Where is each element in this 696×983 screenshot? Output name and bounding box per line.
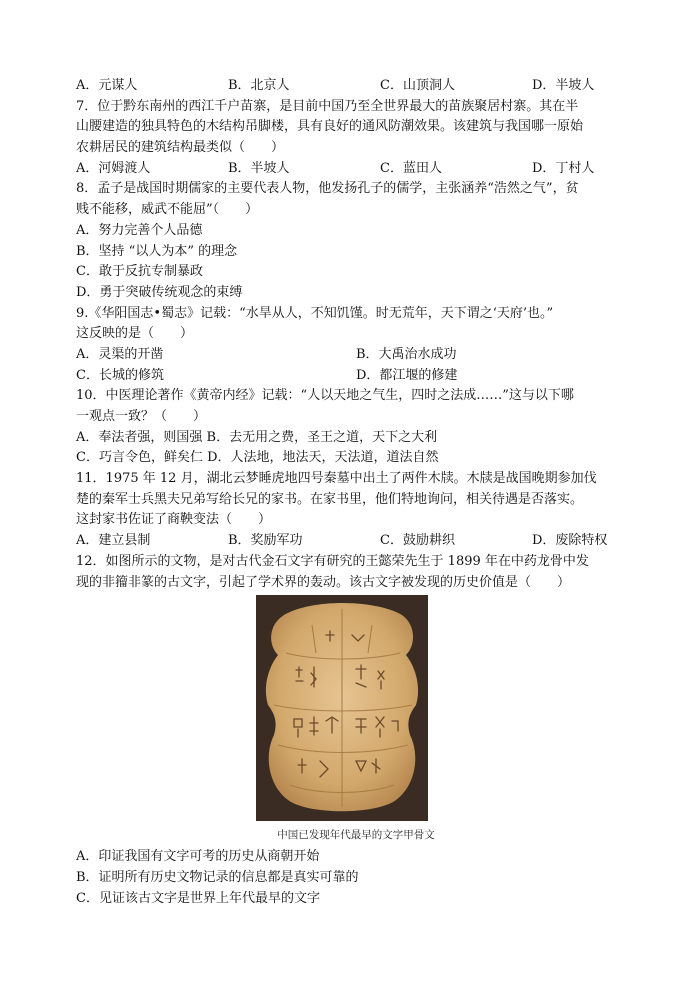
oracle-bone-image	[256, 595, 428, 821]
q8-option-d[interactable]: D．勇于突破传统观念的束缚	[76, 284, 243, 300]
q11-option-d[interactable]: D．废除特权	[532, 533, 608, 549]
q11-option-c[interactable]: C．鼓励耕织	[380, 533, 455, 549]
q11-stem-line-2: 楚的秦军士兵黑夫兄弟写给长兄的家书。在家书里，他们特地询问，相关待遇是否落实。	[76, 491, 584, 507]
q10-stem-line-2: 一观点一致？（ ）	[76, 409, 207, 424]
q9-option-d[interactable]: D．都江堰的修建	[356, 367, 458, 383]
q9-option-a[interactable]: A．灵渠的开凿	[76, 346, 164, 362]
q9-stem-line-2: 这反映的是（ ）	[76, 326, 194, 342]
q11-options	[76, 531, 636, 552]
q8-option-b[interactable]: B．坚持 “以人为本” 的理念	[76, 243, 238, 259]
q6-option-b[interactable]: B．北京人	[228, 78, 290, 93]
q7-option-a[interactable]: A．河姆渡人	[76, 160, 151, 176]
q7-option-b[interactable]: B．半坡人	[228, 160, 290, 176]
turtle-shell-inscription-image	[256, 595, 428, 821]
q8-option-a[interactable]: A．努力完善个人品德	[76, 222, 203, 238]
q11-stem-line-1: 11．1975 年 12 月，湖北云梦睡虎地四号秦墓中出土了两件木牍。木牍是战国晚期参加伐	[76, 471, 597, 487]
q11-option-a[interactable]: A．建立县制	[76, 533, 151, 549]
q11-option-b[interactable]: B．奖励军功	[228, 533, 303, 549]
q8-stem-line-1: 8．孟子是战国时期儒家的主要代表人物，他发扬孔子的儒学，主张涵养“浩然之气”，贫	[76, 181, 579, 197]
q7-stem-line-2: 山腰建造的独具特色的木结构吊脚楼，具有良好的通风防潮效果。该建筑与我国哪一原始	[76, 119, 584, 135]
q10-stem-line-1: 10．中医理论著作《黄帝内经》记载：“人以天地之气生，四时之法成……”这与以下哪	[76, 388, 574, 404]
q6-option-a[interactable]: A．元谋人	[76, 78, 138, 93]
q12-option-a[interactable]: A．印证我国有文字可考的历史从商朝开始	[76, 849, 320, 865]
q8-option-c[interactable]: C．敢于反抗专制暴政	[76, 264, 203, 280]
q8-stem-line-2: 贱不能移，威武不能屈”（ ）	[76, 202, 259, 218]
q9-options-row-1	[76, 345, 636, 366]
figure-caption: 中国已发现年代最早的文字甲骨文	[277, 829, 435, 842]
q7-options	[76, 159, 636, 180]
q7-option-d[interactable]: D．丁村人	[532, 160, 595, 176]
q12-stem-line-1: 12．如图所示的文物，是对古代金石文字有研究的王懿荣先生于 1899 年在中药龙骨中发	[76, 553, 589, 569]
q10-options-line-1[interactable]: A．奉法者强，则国强 B．去无用之费，圣王之道，天下之大利	[76, 429, 438, 445]
q7-stem-line-3: 农耕居民的建筑结构最类似（ ）	[76, 140, 285, 156]
q12-stem-line-2: 现的非籀非篆的古文字，引起了学术界的轰动。该古文字被发现的历史价值是（ ）	[76, 574, 571, 590]
q11-stem-line-3: 这封家书佐证了商鞅变法（ ）	[76, 512, 272, 528]
q9-options-row-2	[76, 366, 636, 387]
q9-option-c[interactable]: C．长城的修筑	[76, 367, 164, 383]
q12-option-c[interactable]: C．见证该古文字是世界上年代最早的文字	[76, 890, 320, 906]
q12-option-b[interactable]: B．证明所有历史文物记录的信息都是真实可靠的	[76, 869, 359, 885]
q7-stem-line-1: 7．位于黔东南州的西江千户苗寨，是目前中国乃至全世界最大的苗族聚居村寨。其在半	[76, 98, 579, 114]
q10-options-line-2[interactable]: C．巧言令色，鲜矣仁 D．人法地，地法天，天法道，道法自然	[76, 450, 439, 466]
q9-option-b[interactable]: B．大禹治水成功	[356, 346, 457, 362]
oracle-bone-figure	[76, 593, 636, 847]
q6-option-c[interactable]: C．山顶洞人	[380, 78, 455, 93]
q6-options	[76, 76, 636, 97]
q6-option-d[interactable]: D．半坡人	[532, 78, 595, 93]
exam-page	[76, 76, 636, 909]
q9-stem-line-1: 9.《华阳国志•蜀志》记载：“水旱从人，不知饥馑。时无荒年，天下谓之‘天府’也。”	[76, 305, 554, 321]
q7-option-c[interactable]: C．蓝田人	[380, 160, 442, 176]
